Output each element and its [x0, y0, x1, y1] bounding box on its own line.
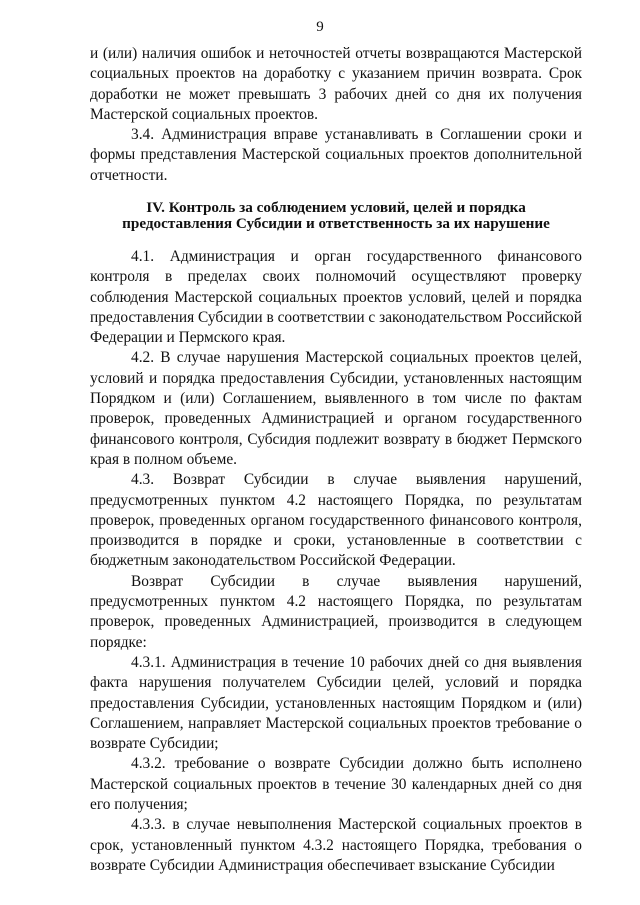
paragraph-3-4: 3.4. Администрация вправе устанавливать в Соглашении сроки и формы представления Мастерской социальных проектов дополнительной отчетности.: [90, 126, 582, 184]
paragraph-4-1: 4.1. Администрация и орган государственного финансового контроля в пределах своих полномочий осуществляют проверку соблюдения Мастерской социальных проектов условий, целей и порядка предоставления Субсидии в соответствии с законодательством Российской Федерации и Пермского края.: [90, 248, 582, 347]
paragraph-4-2: 4.2. В случае нарушения Мастерской социальных проектов целей, условий и порядка предоставления Субсидии, установленных настоящим Порядком и (или) Соглашением, выявленного в том числе по фактам проверок, проведенных Администрацией и органом государственного финансового контроля, Субсидия подлежит возврату в бюджет Пермского края в полном объеме.: [90, 349, 582, 468]
page-number: 9: [316, 19, 324, 35]
section-heading: [90, 200, 582, 232]
section-text-block: [90, 247, 582, 876]
paragraph-4-3-1: 4.3.1. Администрация в течение 10 рабочих дней со дня выявления факта нарушения получателем Субсидии целей, условий и порядка предоставления Субсидии, установленных настоящим Порядком и (или) Соглашением, направляет Мастерской социальных проектов требование о возврате Субсидии;: [90, 653, 582, 753]
paragraph-4-3-2: 4.3.2. требование о возврате Субсидии должно быть исполнено Мастерской социальных проектов в течение 30 календарных дней со дня его получения;: [90, 755, 582, 814]
paragraph-4-3: 4.3. Возврат Субсидии в случае выявления нарушений, предусмотренных пунктом 4.2 настоящего Порядка, по результатам проверок, проведенных органом государственного финансового контроля, производится в порядке и сроки, установленные в соответствии с бюджетным законодательством Российской Федерации.: [90, 471, 582, 570]
paragraph-return-order: Возврат Субсидии в случае выявления нарушений, предусмотренных пунктом 4.2 настоящего Порядка, по результатам проверок, проведенных Администрацией, производится в следующем порядке:: [90, 572, 582, 651]
section-heading-line-2: предоставления Субсидии и ответственность за их нарушение: [122, 215, 550, 232]
section-heading-line-1: IV. Контроль за соблюдением условий, целей и порядка: [146, 199, 526, 216]
paragraph-continuation: и (или) наличия ошибок и неточностей отчеты возвращаются Мастерской социальных проектов на доработку с указанием причин возврата. Срок доработки не может превышать 3 рабочих дней со дня их получения Мастерской социальных проектов.: [90, 45, 582, 123]
top-text-block: [90, 44, 582, 186]
paragraph-4-3-3: 4.3.3. в случае невыполнения Мастерской социальных проектов в срок, установленный пунктом 4.3.2 настоящего Порядка, требования о возврате Субсидии Администрация обеспечивает взыскание Субсидии: [90, 816, 582, 874]
